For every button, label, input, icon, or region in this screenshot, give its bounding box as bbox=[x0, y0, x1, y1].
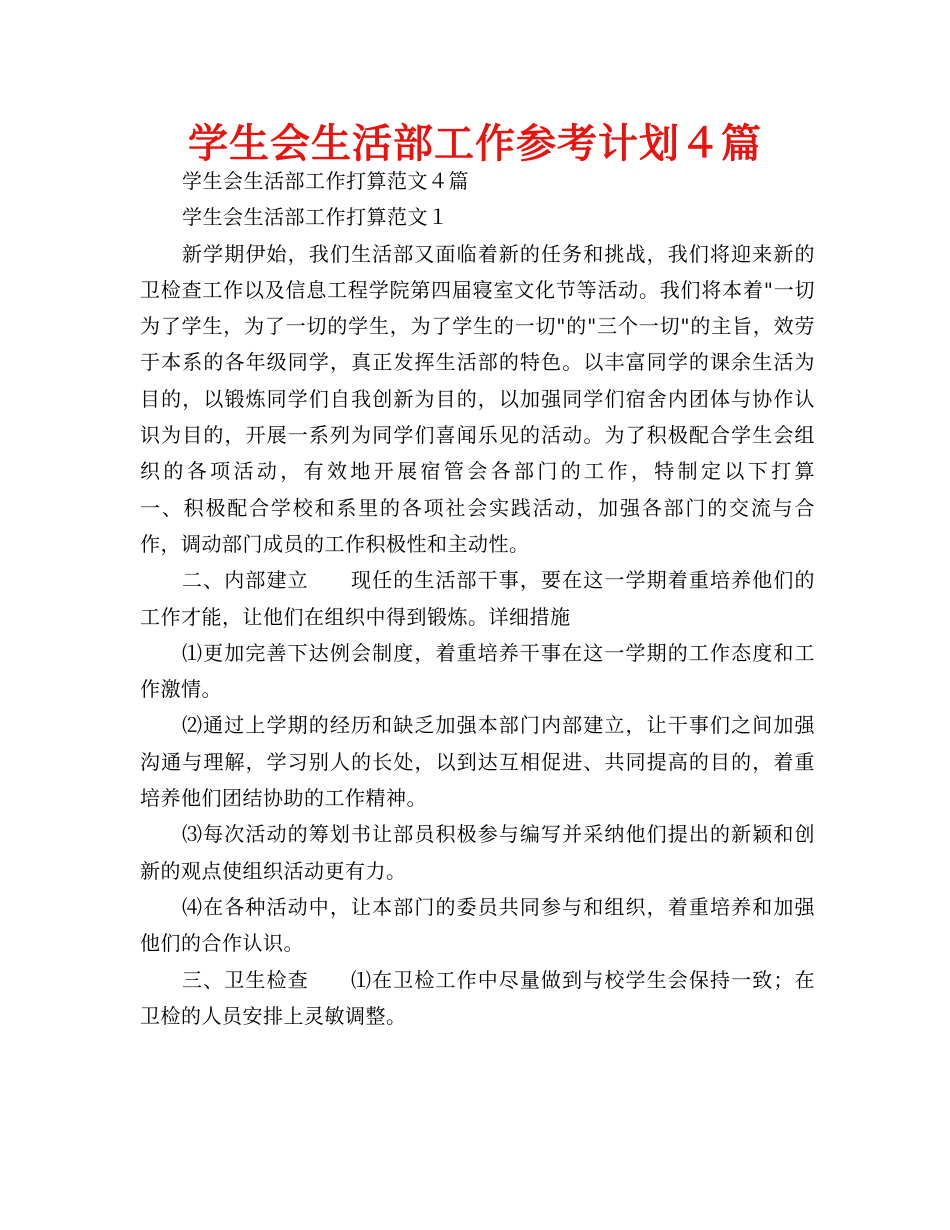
paragraph-measure-2: ⑵通过上学期的经历和缺乏加强本部门内部建立，让干事们之间加强沟通与理解，学习别人的长处，以到达互相促进、共同提高的目的，着重培养他们团结协助的工作精神。 bbox=[140, 713, 815, 811]
paragraph-measure-1: ⑴更加完善下达例会制度，着重培养干事在这一学期的工作态度和工作激情。 bbox=[140, 640, 815, 702]
document-body bbox=[140, 163, 856, 1034]
paragraph-measure-3: ⑶每次活动的筹划书让部员积极参与编写并采纳他们提出的新颖和创新的观点使组织活动更有力。 bbox=[140, 822, 815, 883]
paragraph-intro: 新学期伊始，我们生活部又面临着新的任务和挑战，我们将迎来新的卫检查工作以及信息工程学院第四届寝室文化节等活动。我们将本着"一切为了学生，为了一切的学生，为了学生的一切"的"三个一切"的主旨，效劳于本系的各年级同学，真正发挥生活部的特色。以丰富同学的课余生活为目的，以锻炼同学们自我创新为目的，以加强同学们宿舍内团体与协作认识为目的，开展一系列为同学们喜闻乐见的活动。为了积极配合学生会组织的各项活动，有效地开展宿管会各部门的工作，特制定以下打算 一、积极配合学校和系里的各项社会实践活动，加强各部门的交流与合作，调动部门成员的工作积极性和主动性。 bbox=[140, 241, 856, 556]
paragraph-subtitle: 学生会生活部工作打算范文４篇 bbox=[182, 169, 469, 193]
paragraph-heading-sample-1: 学生会生活部工作打算范文１ bbox=[182, 205, 449, 230]
paragraph-hygiene-check: 三、卫生检查 ⑴在卫检工作中尽量做到与校学生会保持一致；在卫检的人员安排上灵敏调整。 bbox=[140, 967, 815, 1028]
paragraph-internal-building: 二、内部建立 现任的生活部干事，要在这一学期着重培养他们的工作才能，让他们在组织中得到锻炼。详细措施 bbox=[140, 568, 815, 629]
paragraph-measure-4: ⑷在各种活动中，让本部门的委员共同参与和组织，着重培养和加强他们的合作认识。 bbox=[140, 894, 815, 956]
document-title: 学生会生活部工作参考计划４篇 bbox=[188, 121, 762, 167]
